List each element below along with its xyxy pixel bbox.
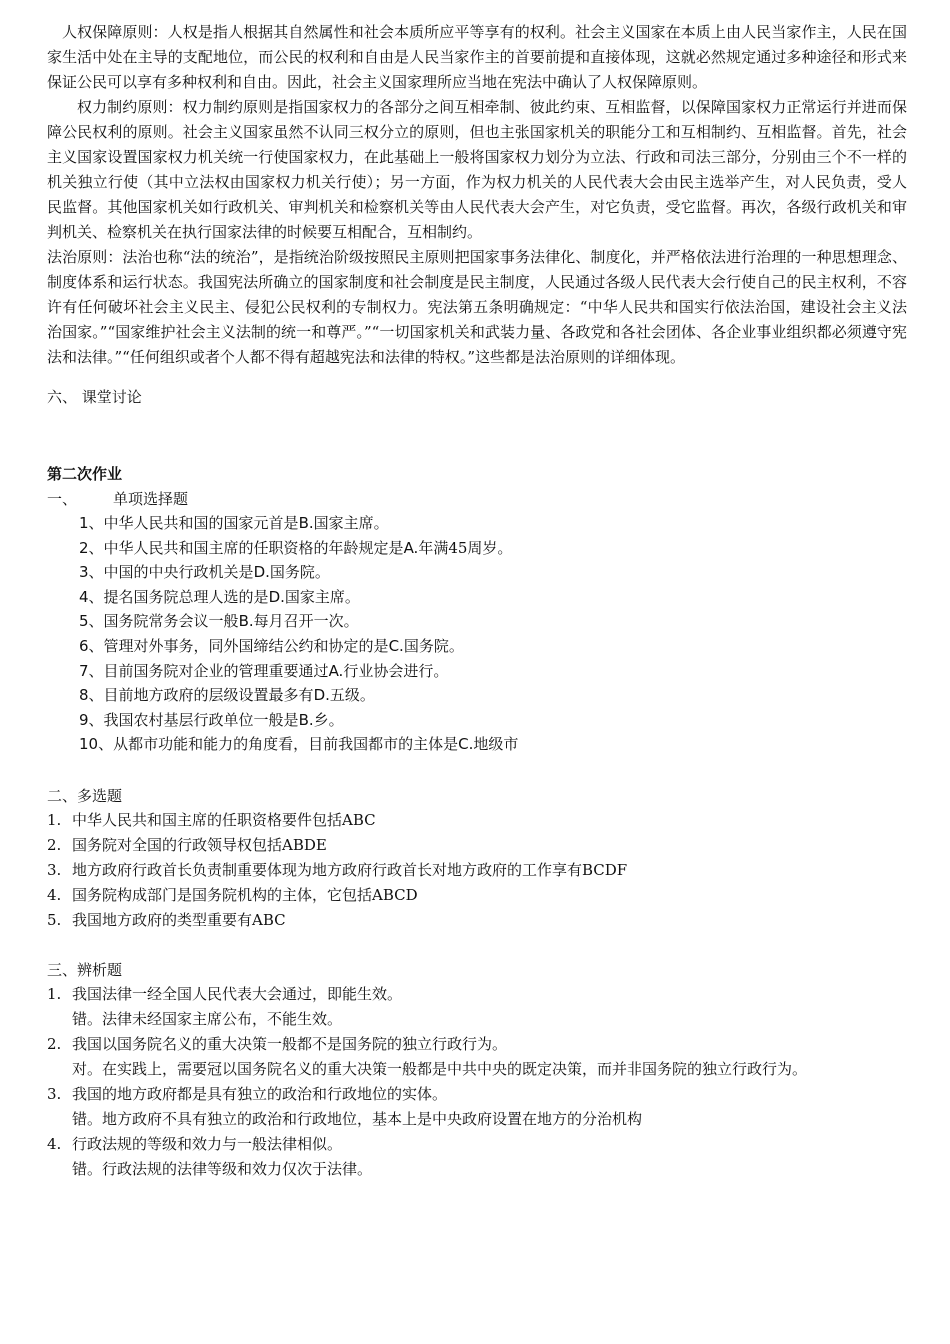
answer-text: 错。行政法规的法律等级和效力仅次于法律。: [72, 1159, 373, 1178]
answer-letter: B.: [298, 514, 314, 532]
answer-text: 年满45周岁。: [418, 538, 513, 557]
answer-text: 国务院。: [403, 636, 464, 655]
single-choice-item: [79, 708, 907, 733]
item-number: 2: [79, 538, 89, 557]
homework-title: 第二次作业: [47, 465, 123, 483]
answer-letter: C.: [388, 636, 404, 655]
question-text: 、管理对外事务，同外国缔结公约和协定的是: [88, 636, 389, 655]
answer-letter: A.: [328, 661, 344, 680]
multi-choice-item: [47, 883, 907, 908]
answer-text: 国务院。: [269, 563, 330, 582]
answer-letter: C.: [458, 735, 474, 754]
answer-letter: A.: [403, 538, 419, 557]
item-number: 2.: [47, 1034, 62, 1053]
question-text: 、国务院常务会议一般: [88, 612, 239, 631]
item-number: 5.: [47, 910, 62, 929]
single-choice-item: [79, 585, 907, 610]
answer-text: 错。地方政府不具有独立的政治和行政地位，基本上是中央政府设置在地方的分治机构: [72, 1109, 643, 1128]
question-text: 、我国农村基层行政单位一般是: [88, 710, 299, 729]
statement-text: 我国的地方政府都是具有独立的政治和行政地位的实体。: [72, 1084, 448, 1103]
answer-letter: D.: [313, 686, 330, 705]
question-text: 国务院构成部门是国务院机构的主体，它包括ABCD: [72, 885, 418, 904]
item-number: 10: [79, 735, 99, 754]
item-number: 6: [79, 636, 89, 655]
item-number: 5: [79, 612, 89, 631]
single-choice-item: [79, 560, 907, 585]
analysis-item: [47, 1082, 907, 1132]
answer-text: 国家主席。: [313, 514, 389, 532]
multi-choice-list: [47, 808, 907, 933]
item-number: 8: [79, 686, 89, 705]
item-number: 2.: [47, 835, 62, 854]
item-number: 4.: [47, 885, 62, 904]
multi-choice-heading: 二、多选题: [47, 786, 123, 805]
single-choice-item: [79, 609, 907, 634]
item-number: 1.: [47, 810, 62, 829]
single-choice-list: [47, 511, 907, 757]
statement-text: 行政法规的等级和效力与一般法律相似。: [72, 1134, 343, 1153]
section-six-heading: 六、 课堂讨论: [47, 388, 142, 406]
question-text: 、中华人民共和国主席的任职资格的年龄规定是: [88, 538, 404, 557]
item-number: 3: [79, 563, 89, 582]
paragraph-power-checks-principle: 权力制约原则：权力制约原则是指国家权力的各部分之间互相牵制、彼此约束、互相监督，以保障国家权力正常运行并进而保障公民权利的原则。社会主义国家虽然不认同三权分立的原则，但也主张国家机关的职能分工和互相制约、互相监督。首先，社会主义国家设置国家权力机关统一行使国家权力，在此基础上一般将国家权力划分为立法、行政和司法三部分，分别由三个不一样的机关独立行使（其中立法权由国家权力机关行使）；另一方面，作为权力机关的人民代表大会由民主选举产生，对人民负责，受人民监督。其他国家机关如行政机关、审判机关和检察机关等由人民代表大会产生，对它负责，受它监督。再次，各级行政机关和审判机关、检察机关在执行国家法律的时候要互相配合，互相制约。: [47, 98, 907, 241]
question-text: 、目前地方政府的层级设置最多有: [88, 686, 314, 705]
analysis-heading: 三、辨析题: [47, 960, 123, 979]
answer-letter: D.: [253, 563, 270, 582]
answer-letter: D.: [268, 587, 285, 606]
answer-text: 国家主席。: [284, 587, 360, 606]
paragraph-human-rights-principle: 人权保障原则：人权是指人根据其自然属性和社会本质所应平等享有的权利。社会主义国家在本质上由人民当家作主，人民在国家生活中处在主导的支配地位，而公民的权利和自由是人民当家作主的首要前提和直接体现，这就必然规定通过多种途径和形式来保证公民可以享有多种权利和自由。因此，社会主义国家理所应当地在宪法中确认了人权保障原则。: [47, 23, 907, 91]
single-choice-heading: [47, 487, 907, 511]
item-number: 1.: [47, 984, 62, 1003]
statement-text: 我国法律一经全国人民代表大会通过，即能生效。: [72, 984, 403, 1003]
statement-text: 我国以国务院名义的重大决策一般都不是国务院的独立行政行为。: [72, 1034, 508, 1053]
analysis-item: [47, 1132, 907, 1182]
question-text: 国务院对全国的行政领导权包括ABDE: [72, 835, 327, 854]
single-choice-number: 一、: [47, 490, 78, 508]
question-text: 中华人民共和国主席的任职资格要件包括ABC: [72, 810, 376, 829]
multi-choice-item: [47, 908, 907, 933]
multi-choice-item: [47, 833, 907, 858]
single-choice-item: [79, 511, 907, 536]
multi-choice-item: [47, 858, 907, 883]
item-number: 3.: [47, 1084, 62, 1103]
answer-text: 地级市: [473, 735, 519, 754]
single-choice-item: [79, 634, 907, 659]
analysis-list: [47, 982, 907, 1182]
item-number: 3.: [47, 860, 62, 879]
question-text: 、提名国务院总理人选的是: [88, 587, 269, 606]
answer-letter: B.: [238, 612, 254, 631]
item-number: 4: [79, 587, 89, 606]
question-text: 我国地方政府的类型重要有ABC: [72, 910, 286, 929]
answer-text: 每月召开一次。: [253, 612, 359, 631]
item-number: 1: [79, 514, 89, 532]
answer-text: 错。法律未经国家主席公布，不能生效。: [72, 1009, 343, 1028]
analysis-item: [47, 982, 907, 1032]
single-choice-item: [79, 536, 907, 561]
question-text: 地方政府行政首长负责制重要体现为地方政府行政首长对地方政府的工作享有BCDF: [72, 860, 628, 879]
item-number: 7: [79, 661, 89, 680]
single-choice-item: [79, 732, 907, 757]
question-text: 、目前国务院对企业的管理重要通过: [88, 661, 329, 680]
single-choice-title: 单项选择题: [113, 490, 189, 508]
single-choice-item: [79, 659, 907, 684]
answer-text: 乡。: [313, 710, 344, 729]
multi-choice-item: [47, 808, 907, 833]
question-text: 、从都市功能和能力的角度看，目前我国都市的主体是: [98, 735, 459, 754]
paragraph-rule-of-law-principle: 法治原则：法治也称“法的统治”，是指统治阶级按照民主原则把国家事务法律化、制度化，并严格依法进行治理的一种思想理念、制度体系和运行状态。我国宪法所确立的国家制度和社会制度是民主制度，人民通过各级人民代表大会行使自己的民主权利，不容许有任何破坏社会主义民主、侵犯公民权利的专制权力。宪法第五条明确规定：“中华人民共和国实行依法治国，建设社会主义法治国家。”“国家维护社会主义法制的统一和尊严。”“一切国家机关和武装力量、各政党和各社会团体、各企业事业组织都必须遵守宪法和法律。”“任何组织或者个人都不得有超越宪法和法律的特权。”这些都是法治原则的详细体现。: [47, 248, 907, 366]
question-text: 、中国的中央行政机关是: [88, 563, 254, 582]
single-choice-item: [79, 683, 907, 708]
answer-letter: B.: [298, 710, 314, 729]
answer-text: 行业协会进行。: [343, 661, 449, 680]
question-text: 、中华人民共和国的国家元首是: [88, 514, 299, 532]
answer-text: 对。在实践上，需要冠以国务院名义的重大决策一般都是中共中央的既定决策，而并非国务院的独立行政行为。: [72, 1059, 808, 1078]
item-number: 4.: [47, 1134, 62, 1153]
analysis-item: [47, 1032, 907, 1082]
item-number: 9: [79, 710, 89, 729]
document-page: [47, 20, 907, 1182]
answer-text: 五级。: [329, 686, 375, 705]
